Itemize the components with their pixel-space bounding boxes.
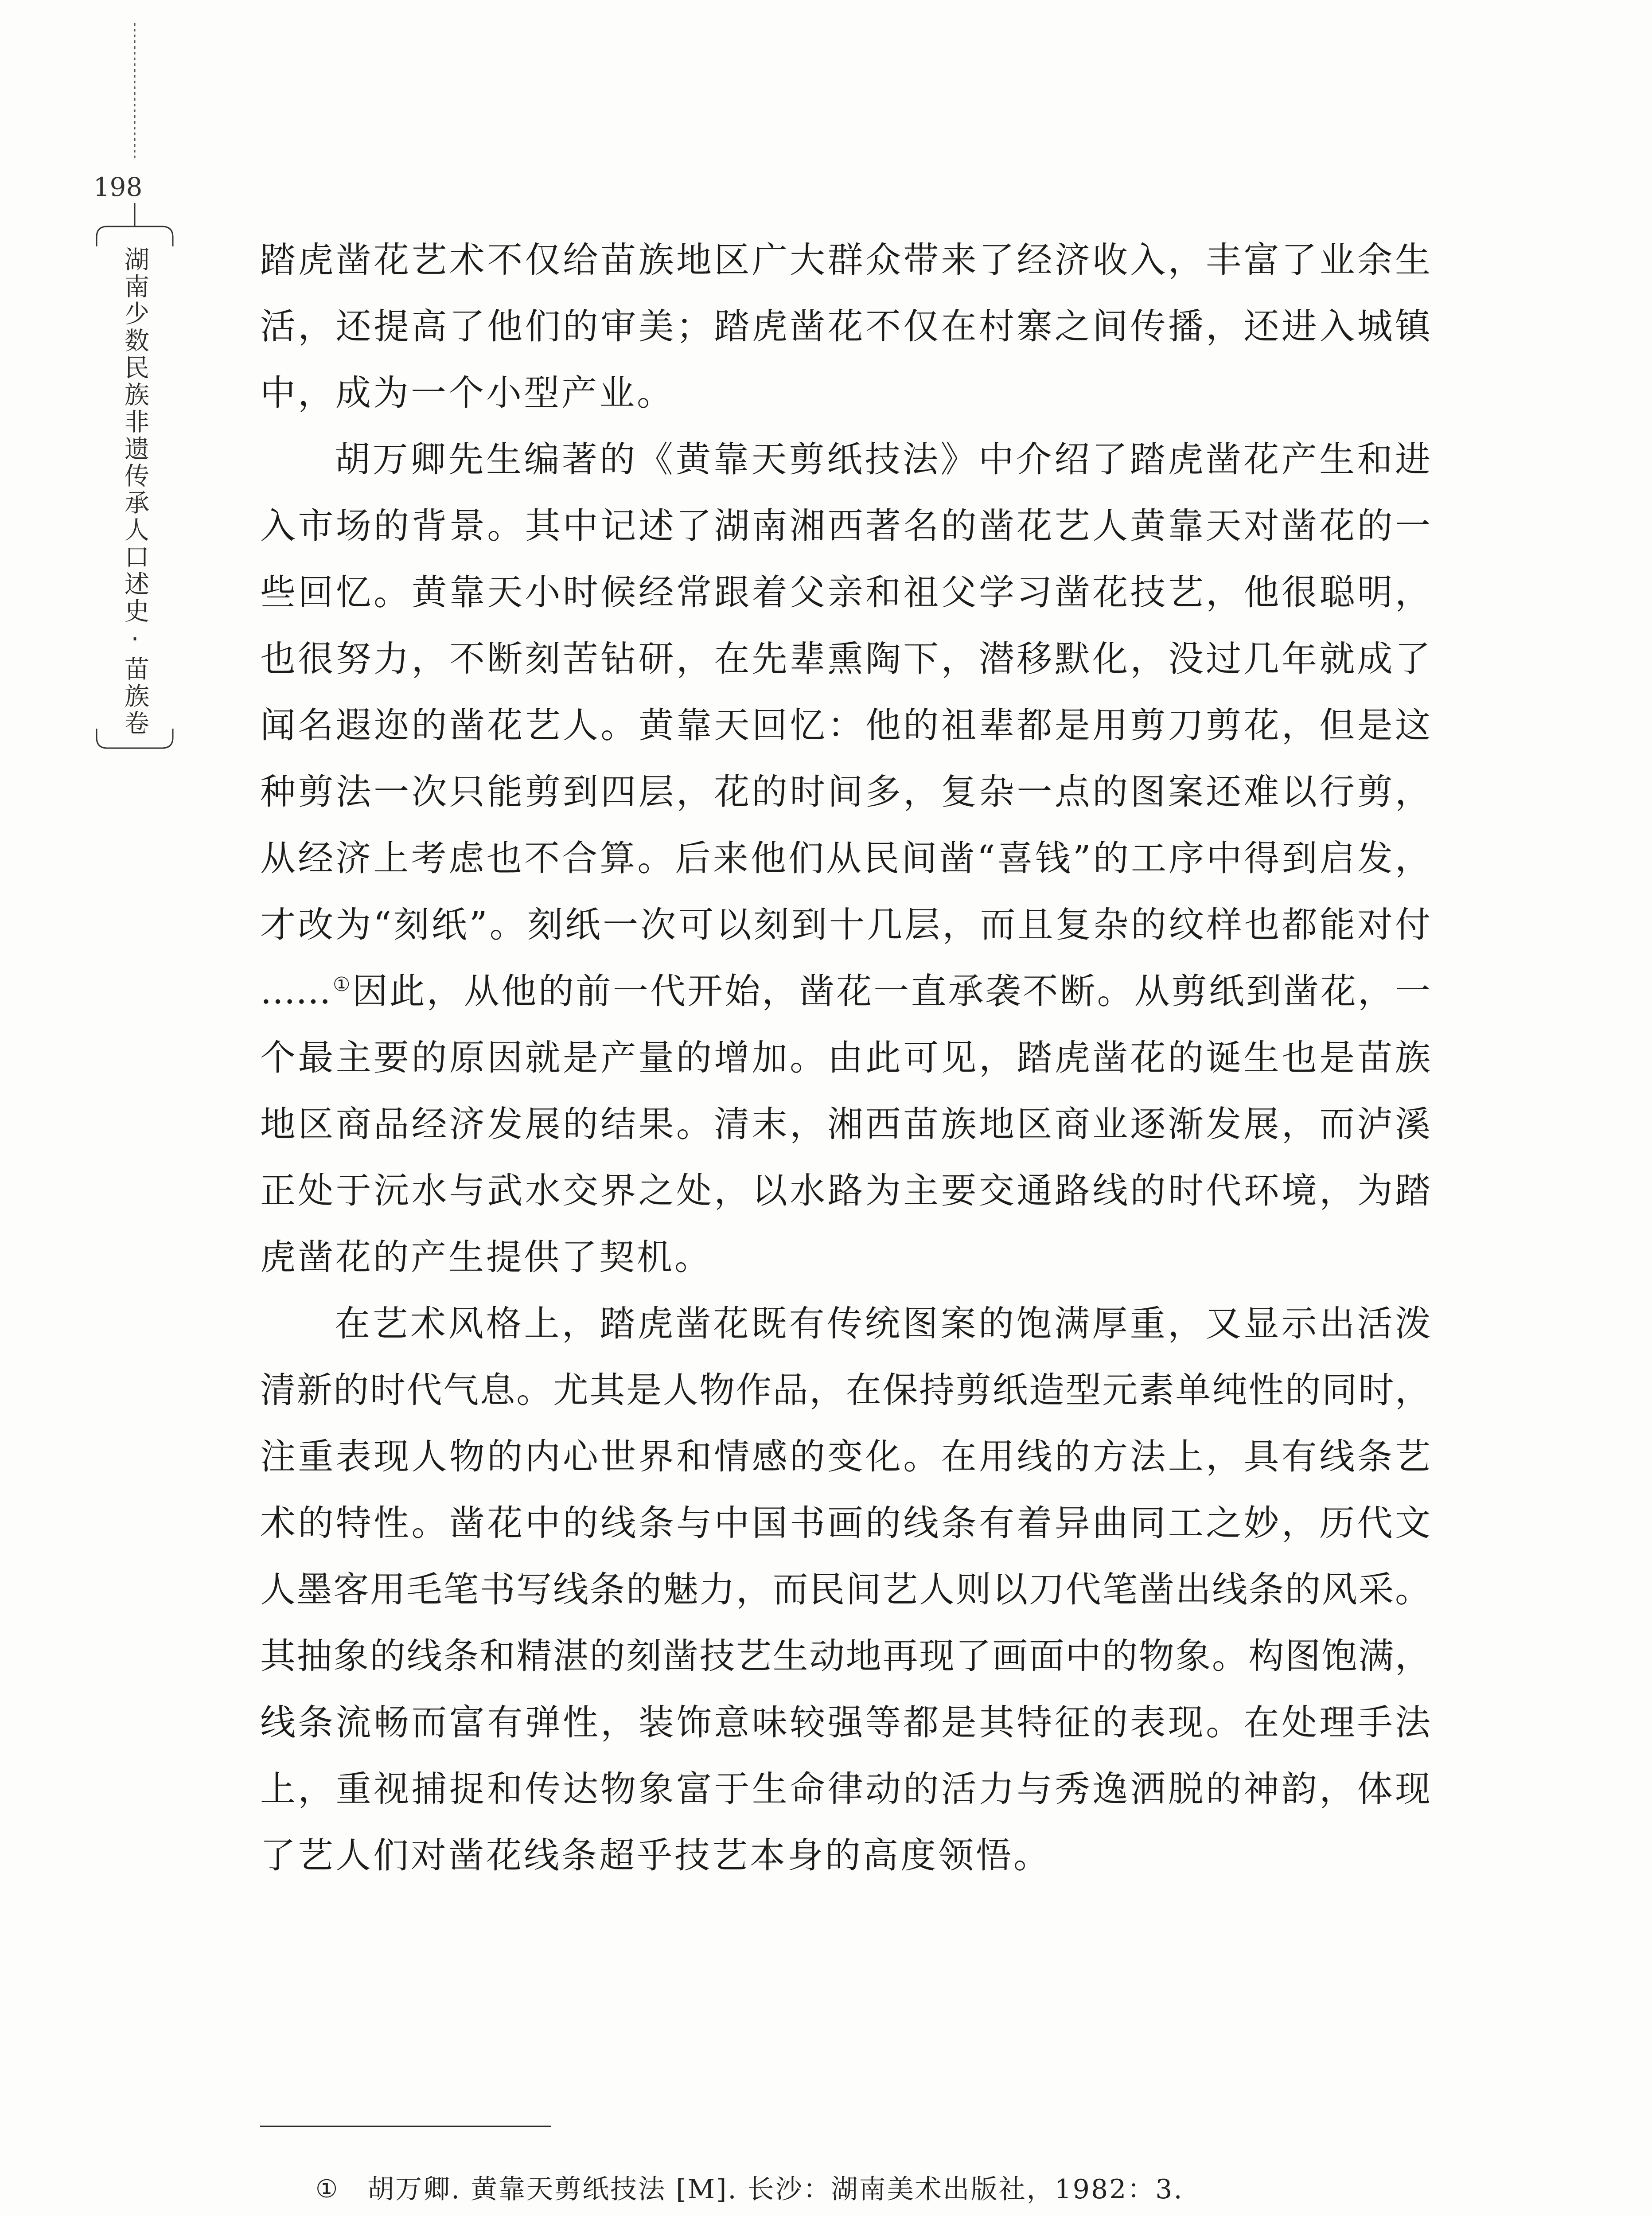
body-line: 些回忆。黄靠天小时候经常跟着父亲和祖父学习凿花技艺，他很聪明， [260, 572, 1430, 613]
body-line: 人墨客用毛笔书写线条的魅力，而民间艺人则以刀代笔凿出线条的风采。 [260, 1569, 1430, 1610]
footnote-rule [260, 2126, 551, 2127]
ellipsis-text: …… [260, 971, 331, 1012]
body-line: 虎凿花的产生提供了契机。 [260, 1237, 712, 1278]
body-line: 种剪法一次只能剪到四层，花的时间多，复杂一点的图案还难以行剪， [260, 771, 1430, 812]
body-text [260, 227, 1430, 1889]
body-line: 从经济上考虑也不合算。后来他们从民间凿“喜钱”的工序中得到启发， [260, 838, 1430, 879]
running-title: 湖南少数民族非遗传承人口述史·苗族卷 [121, 246, 149, 737]
body-line: 地区商品经济发展的结果。清末，湘西苗族地区商业逐渐发展，而泸溪 [260, 1104, 1430, 1145]
footnote-text: 胡万卿. 黄靠天剪纸技法 [M]. 长沙：湖南美术出版社，1982：3. [367, 2174, 1184, 2205]
body-line: 中，成为一个小型产业。 [260, 372, 674, 414]
body-line-rest: 因此，从他的前一代开始，凿花一直承袭不断。从剪纸到凿花，一 [352, 971, 1430, 1012]
body-line: 闻名遐迩的凿花艺人。黄靠天回忆：他的祖辈都是用剪刀剪花，但是这 [260, 705, 1430, 746]
body-line: 入市场的背景。其中记述了湖南湘西著名的凿花艺人黄靠天对凿花的一 [260, 505, 1430, 546]
body-line: 活，还提高了他们的审美；踏虎凿花不仅在村寨之间传播，还进入城镇 [260, 306, 1430, 347]
body-line: 在艺术风格上，踏虎凿花既有传统图案的饱满厚重，又显示出活泼 [335, 1303, 1430, 1344]
body-line: 其抽象的线条和精湛的刻凿技艺生动地再现了画面中的物象。构图饱满， [260, 1635, 1430, 1677]
body-line: 胡万卿先生编著的《黄靠天剪纸技法》中介绍了踏虎凿花产生和进 [335, 439, 1430, 480]
paragraph-3 [260, 1291, 1430, 1889]
body-line: 才改为“刻纸”。刻纸一次可以刻到十几层，而且复杂的纹样也都能对付 [260, 904, 1430, 945]
body-line-with-footnote-ref [260, 958, 1430, 1025]
body-line: 踏虎凿花艺术不仅给苗族地区广大群众带来了经济收入，丰富了业余生 [260, 239, 1430, 281]
page-number: 198 [93, 172, 143, 202]
footnote-reference-mark: ① [331, 973, 352, 996]
footnote-mark: ① [316, 2175, 338, 2204]
body-line: 术的特性。凿花中的线条与中国书画的线条有着异曲同工之妙，历代文 [260, 1502, 1430, 1544]
title-frame-top [97, 226, 173, 246]
margin-decoration [0, 0, 213, 780]
paragraph-2 [260, 426, 1430, 1291]
body-line: 个最主要的原因就是产量的增加。由此可见，踏虎凿花的诞生也是苗族 [260, 1037, 1430, 1078]
body-line: 正处于沅水与武水交界之处，以水路为主要交通路线的时代环境，为踏 [260, 1170, 1430, 1211]
body-line: 清新的时代气息。尤其是人物作品，在保持剪纸造型元素单纯性的同时， [260, 1369, 1430, 1411]
paragraph-1 [260, 227, 1430, 426]
body-line: 注重表现人物的内心世界和情感的变化。在用线的方法上，具有线条艺 [260, 1436, 1430, 1477]
body-line: 线条流畅而富有弹性，装饰意味较强等都是其特征的表现。在处理手法 [260, 1702, 1430, 1743]
body-line: 也很努力，不断刻苦钻研，在先辈熏陶下，潜移默化，没过几年就成了 [260, 638, 1430, 679]
body-line: 了艺人们对凿花线条超乎技艺本身的高度领悟。 [260, 1835, 1051, 1876]
body-line: 上，重视捕捉和传达物象富于生命律动的活力与秀逸洒脱的神韵，体现 [260, 1768, 1430, 1810]
